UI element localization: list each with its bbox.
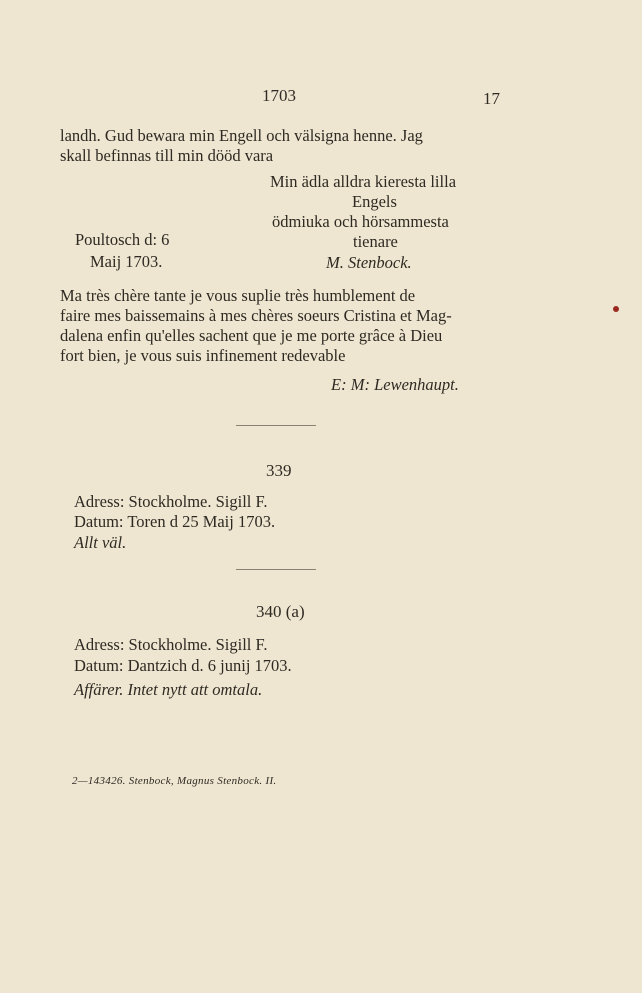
page-number: 17 (483, 89, 500, 108)
postscript-line-3: dalena enfin qu'elles sachent que je me porte grâce à Dieu (60, 326, 443, 345)
postscript-line-4: fort bien, je vous suis infinement redevable (60, 346, 346, 365)
place-date-line-1: Poultosch d: 6 (75, 230, 170, 249)
entry-address: Adress: Stockholme. Sigill F. (74, 492, 268, 511)
footer-signature-line: 2—143426. Stenbock, Magnus Stenbock. II. (72, 775, 277, 787)
entry-number: 339 (266, 461, 292, 480)
running-head-year: 1703 (262, 86, 296, 105)
entry-note: Allt väl. (74, 533, 127, 552)
letter-line-2: skall befinnas till min dööd vara (60, 146, 274, 165)
letter-signature: M. Stenbock. (326, 253, 412, 272)
place-date-line-2: Maij 1703. (90, 252, 163, 271)
closing-line-1: Min ädla alldra kieresta lilla (270, 172, 457, 191)
entry-note: Affärer. Intet nytt att omtala. (74, 680, 263, 699)
postscript-line-1: Ma très chère tante je vous suplie très humblement de (60, 286, 416, 305)
margin-ink-spot (613, 306, 619, 312)
entry-address: Adress: Stockholme. Sigill F. (74, 635, 268, 654)
closing-line-4: tienare (353, 232, 398, 251)
postscript-signature: E: M: Lewenhaupt. (331, 375, 459, 394)
postscript-line-2: faire mes baissemains à mes chères soeurs Cristina et Mag- (60, 306, 452, 325)
letter-line-1: landh. Gud bewara min Engell och välsigna henne. Jag (60, 126, 423, 145)
closing-line-3: ödmiuka och hörsammesta (272, 212, 449, 231)
section-divider-2 (236, 569, 316, 570)
entry-date: Datum: Dantzich d. 6 junij 1703. (74, 656, 292, 675)
section-divider-1 (236, 425, 316, 426)
closing-line-2: Engels (352, 192, 397, 211)
entry-number: 340 (a) (256, 602, 305, 621)
entry-date: Datum: Toren d 25 Maij 1703. (74, 512, 276, 531)
